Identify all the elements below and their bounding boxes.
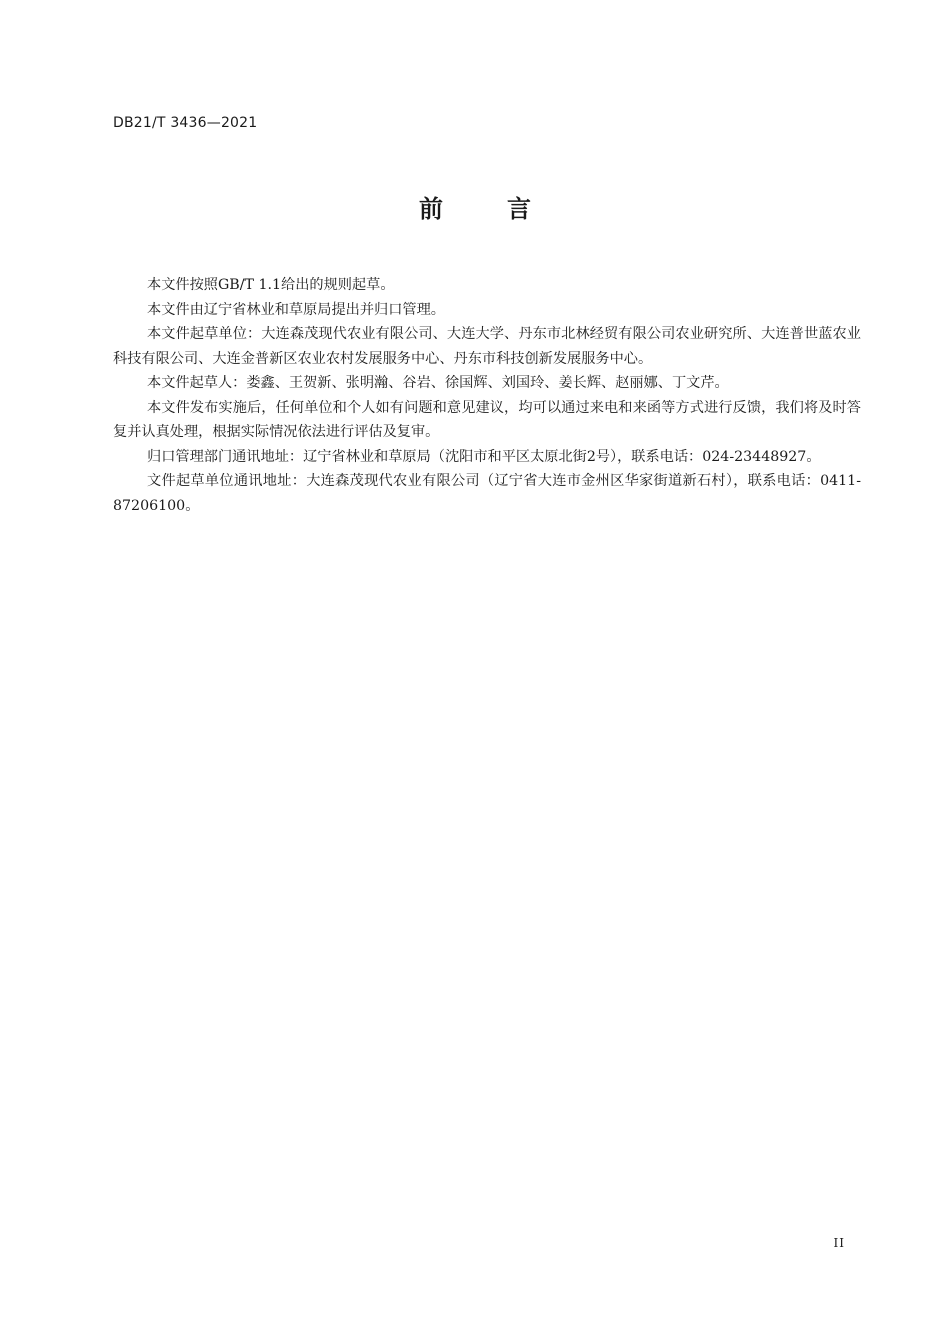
paragraph-authority-address: 归口管理部门通讯地址：辽宁省林业和草原局（沈阳市和平区太原北街2号），联系电话：024-23448927。	[147, 448, 821, 465]
document-code: DB21/T 3436—2021	[113, 115, 258, 131]
page-title: 前言	[419, 195, 595, 223]
paragraph-drafting-unit-address: 文件起草单位通讯地址：大连森茂现代农业有限公司（辽宁省大连市金州区华家街道新石村），联系电话：0411-87206100。	[113, 473, 861, 514]
paragraph-feedback: 本文件发布实施后，任何单位和个人如有问题和意见建议，均可以通过来电和来函等方式进行反馈，我们将及时答复并认真处理，根据实际情况依法进行评估及复审。	[113, 399, 861, 440]
page-number: II	[833, 1236, 845, 1250]
paragraph-drafters: 本文件起草人：娄鑫、王贺新、张明瀚、谷岩、徐国辉、刘国玲、姜长辉、赵丽娜、丁文芹。	[147, 375, 729, 391]
paragraph-drafting-rules: 本文件按照GB/T 1.1给出的规则起草。	[147, 277, 395, 293]
paragraph-drafting-units: 本文件起草单位：大连森茂现代农业有限公司、大连大学、丹东市北林经贸有限公司农业研究所、大连普世蓝农业科技有限公司、大连金普新区农业农村发展服务中心、丹东市科技创新发展服务中心。	[113, 326, 861, 367]
paragraph-proposer: 本文件由辽宁省林业和草原局提出并归口管理。	[147, 301, 445, 318]
foreword-body	[113, 273, 861, 518]
